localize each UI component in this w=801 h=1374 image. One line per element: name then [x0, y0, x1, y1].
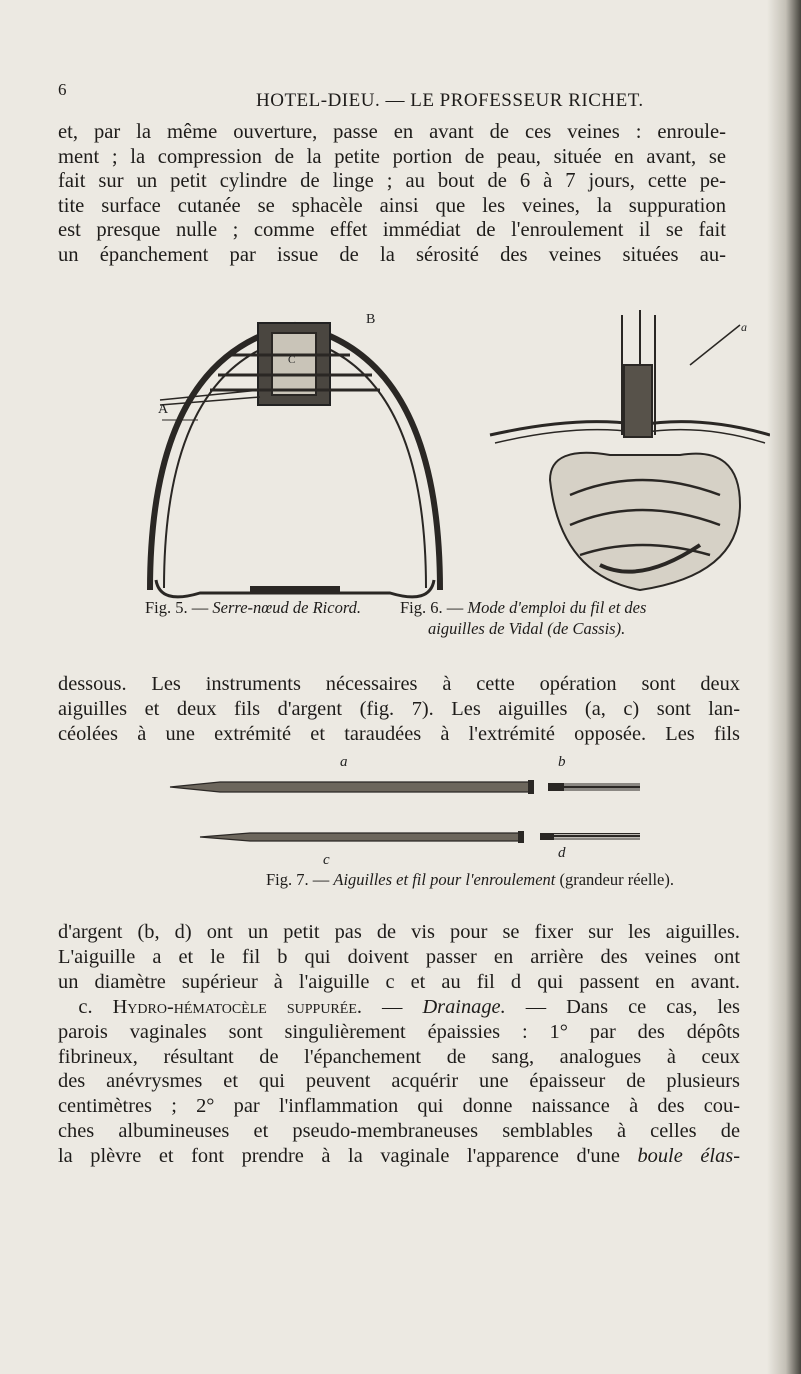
fig5-caption-title: Serre-nœud de Ricord.: [212, 598, 362, 617]
fig7-label-a: a: [340, 754, 348, 770]
text-line: et, par la même ouverture, passe en avant de ces veines : enroule-: [58, 121, 726, 143]
page-edge-shadow: [767, 0, 801, 1374]
page-number: 6: [58, 80, 67, 99]
text-line: L'aiguille a et le fil b qui doivent passer en arrière des veines ont: [58, 945, 740, 968]
needle-c: [200, 831, 524, 843]
figure-6-caption-line-2: aiguilles de Vidal (de Cassis).: [428, 619, 626, 638]
text-line: est presque nulle ; comme effet immédiat de l'enroulement il se fait: [58, 219, 726, 242]
figures-5-6: [140, 305, 770, 605]
paragraph-1: [58, 120, 726, 268]
text-line: céolées à une extrémité et taraudées à l'extrémité opposée. Les fils: [58, 722, 740, 745]
fig5-caption-num: Fig. 5. —: [145, 598, 209, 617]
section-rest: — Dans ce cas, les: [525, 995, 740, 1018]
running-head: HOTEL-DIEU. — LE PROFESSEUR RICHET.: [256, 90, 644, 111]
fig5-label-b: B: [366, 312, 376, 327]
figure-5-caption: [145, 598, 361, 618]
fig7-caption-title: Aiguilles et fil pour l'enroulement: [333, 870, 556, 889]
fig5-label-a: A: [158, 402, 169, 417]
fig6-caption-num: Fig. 6. —: [400, 598, 464, 617]
figure-6-vidal-needles: [490, 310, 770, 590]
text-line-last: [58, 1144, 740, 1169]
text-line: fait sur un petit cylindre de linge ; au bout de 6 à 7 jours, cette pe-: [58, 170, 726, 193]
section-dash: —: [382, 995, 403, 1018]
fig6-caption-title: Mode d'emploi du fil et des: [467, 598, 647, 617]
fig7-label-d: d: [558, 845, 566, 861]
page-header: [58, 80, 698, 116]
text-line: fibrineux, résultant de l'épanchement de sang, analogues à ceux: [58, 1045, 740, 1068]
text-line: un diamètre supérieur à l'aiguille c et au fil d qui passent en avant.: [58, 970, 740, 993]
fig5-label-c: C: [288, 354, 296, 366]
section-heading-line: [58, 995, 740, 1020]
last-line-italic: boule élas-: [637, 1145, 740, 1168]
text-line: dessous. Les instruments nécessaires à cette opération sont deux: [58, 673, 740, 695]
wire-b: [548, 783, 640, 791]
text-line: ment ; la compression de la petite portion de peau, située en avant, se: [58, 145, 726, 168]
fig6-label-a: a: [741, 320, 747, 334]
fig7-caption-note: (grandeur réelle).: [559, 870, 674, 889]
wire-d: [540, 833, 640, 840]
fig7-label-b: b: [558, 754, 566, 770]
text-line: ches albumineuses et pseudo-membraneuses semblables à celles de: [58, 1120, 740, 1143]
text-line: parois vaginales sont singulièrement épaissies : 1° par des dépôts: [58, 1020, 740, 1043]
fig7-caption-num: Fig. 7. —: [266, 870, 330, 889]
needle-a: [170, 780, 534, 794]
text-line: aiguilles et deux fils d'argent (fig. 7). Les aiguilles (a, c) sont lan-: [58, 697, 740, 720]
section-title: Hydro-hématocèle suppurée.: [112, 995, 362, 1018]
figure-7-caption: [266, 870, 674, 890]
text-line: des anévrysmes et qui peuvent acquérir une épaisseur de plusieurs: [58, 1070, 740, 1093]
text-line: centimètres ; 2° par l'inflammation qui donne naissance à des cou-: [58, 1095, 740, 1118]
figure-7-needles-and-wires: [140, 750, 700, 870]
section-letter: c.: [78, 995, 93, 1018]
section-subtitle: Drainage.: [422, 995, 506, 1018]
paragraph-2: [58, 672, 740, 746]
fig7-label-c: c: [323, 852, 330, 868]
text-line: un épanchement par issue de la sérosité des veines situées au-: [58, 243, 726, 266]
figure-6-caption-line-1: [400, 598, 646, 618]
paragraph-3: [58, 920, 740, 1169]
text-line: d'argent (b, d) ont un petit pas de vis pour se fixer sur les aiguilles.: [58, 921, 740, 943]
last-line-start: la plèvre et font prendre à la vaginale l'apparence d'une: [58, 1145, 620, 1168]
text-line: tite surface cutanée se sphacèle ainsi que les veines, la suppuration: [58, 194, 726, 217]
